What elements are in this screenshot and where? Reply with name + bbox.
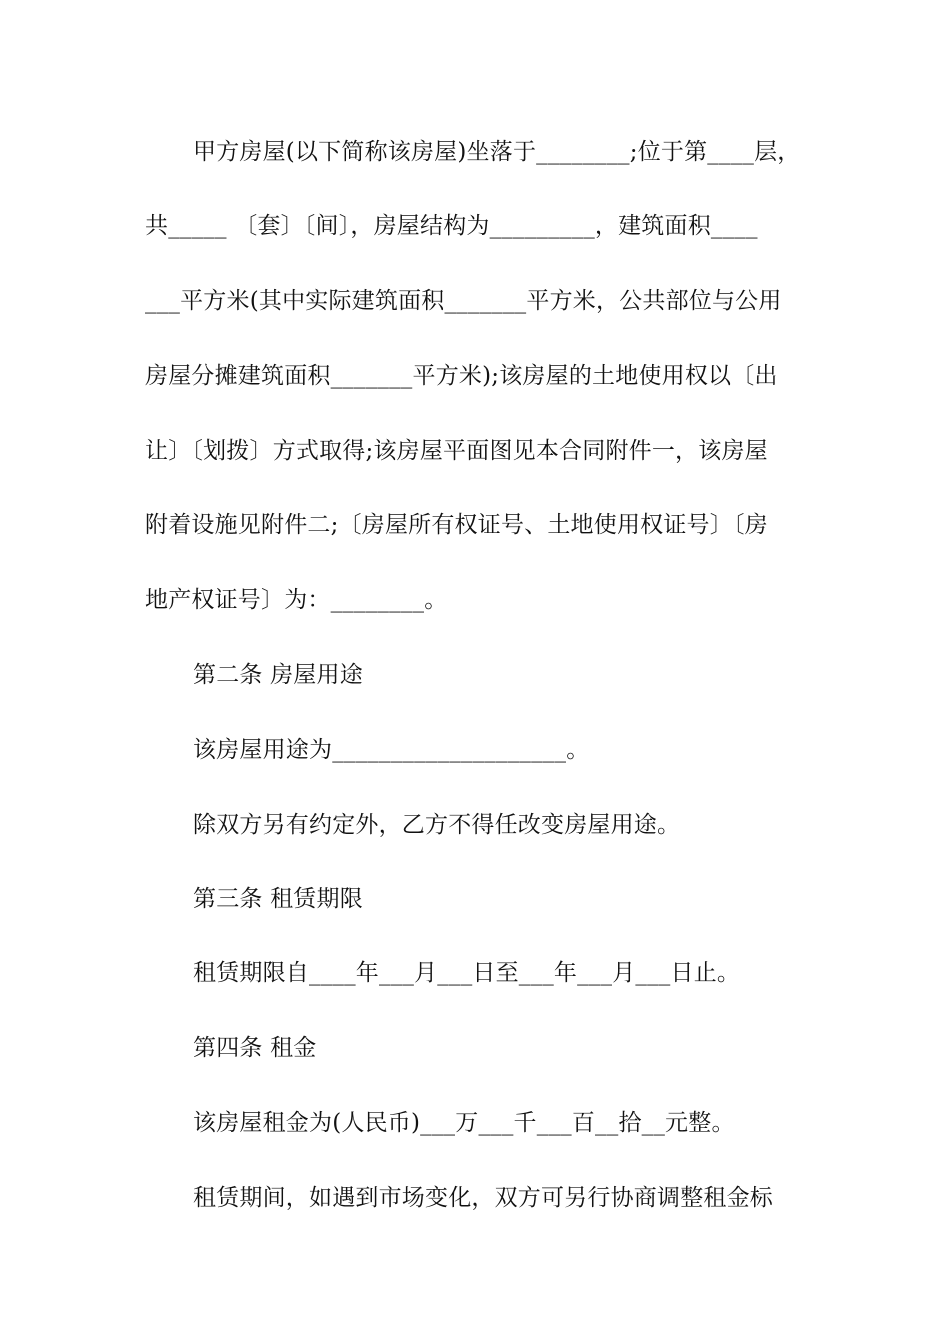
section-heading: 第四条 租金 bbox=[193, 1035, 317, 1061]
paragraph-line: ___平方米(其中实际建筑面积_______平方米，公共部位与公用 bbox=[145, 288, 782, 314]
paragraph-line: 甲方房屋(以下简称该房屋)坐落于________;位于第____层， bbox=[193, 139, 801, 165]
paragraph-line: 除双方另有约定外，乙方不得任改变房屋用途。 bbox=[193, 812, 681, 838]
paragraph-line: 房屋分摊建筑面积_______平方米);该房屋的土地使用权以〔出 bbox=[145, 363, 778, 389]
section-heading: 第三条 租赁期限 bbox=[193, 886, 363, 912]
paragraph-line: 该房屋用途为____________________。 bbox=[193, 737, 590, 763]
paragraph-line: 附着设施见附件二;〔房屋所有权证号、土地使用权证号〕〔房 bbox=[145, 512, 768, 538]
paragraph-line: 该房屋租金为(人民币)___万___千___百__拾__元整。 bbox=[193, 1110, 735, 1136]
paragraph-line: 租赁期限自____年___月___日至___年___月___日止。 bbox=[193, 960, 741, 986]
paragraph-line: 共_____ 〔套〕〔间〕，房屋结构为_________，建筑面积____ bbox=[145, 213, 758, 239]
paragraph-line: 让〕〔划拨〕方式取得;该房屋平面图见本合同附件一，该房屋 bbox=[145, 438, 768, 464]
paragraph-line: 租赁期间，如遇到市场变化，双方可另行协商调整租金标 bbox=[193, 1185, 773, 1211]
section-heading: 第二条 房屋用途 bbox=[193, 662, 363, 688]
paragraph-line: 地产权证号〕为：________。 bbox=[145, 587, 448, 613]
